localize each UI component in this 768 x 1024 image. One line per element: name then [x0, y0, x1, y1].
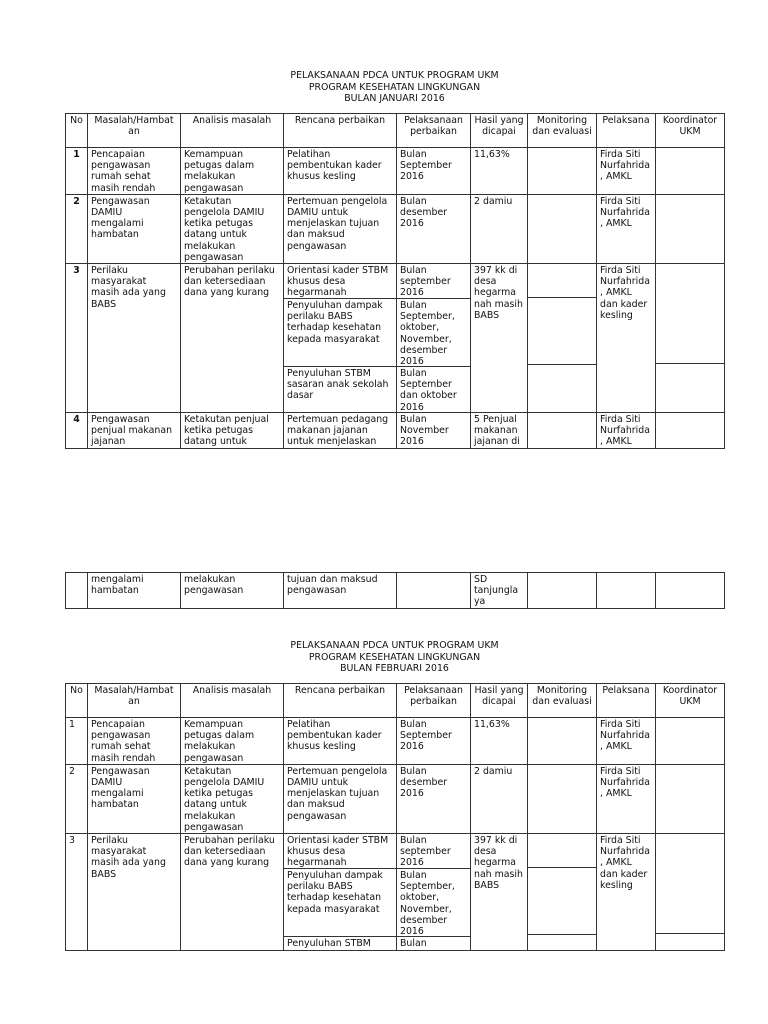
pelaksanaan-sub: Bulan September, oktober, November, desember 2016: [397, 868, 470, 936]
pelaksanaan-sub: Bulan: [397, 936, 470, 950]
table-row: [66, 194, 725, 263]
pelaksanaan-cell: Bulan November 2016: [397, 413, 471, 449]
table-row: [66, 148, 725, 195]
title-block-januari: [66, 70, 723, 105]
table-row: [66, 264, 725, 413]
title-line: BULAN FEBRUARI 2016: [340, 663, 449, 674]
masalah-cell: Pengawasan penjual makanan jajanan: [88, 413, 181, 449]
rencana-sub: Orientasi kader STBM khusus desa hegarmanah: [287, 265, 389, 299]
monitoring-cell: [528, 194, 597, 263]
row-number: 3: [66, 834, 88, 951]
koordinator-sub: [656, 264, 724, 363]
row-number: 2: [66, 764, 88, 833]
header-cell: Pelaksana: [597, 114, 656, 148]
rencana-cell: Pelatihan pembentukan kader khusus kesling: [284, 718, 397, 765]
row-number: 4: [66, 413, 88, 449]
pelaksana-cell: Firda Siti Nurfahrida , AMKL: [597, 413, 656, 449]
row-number: [66, 573, 88, 609]
rencana-sub: Penyuluhan STBM: [284, 936, 396, 950]
pdca-table-continuation: [65, 572, 725, 609]
masalah-cell: Pengawasan DAMIU mengalami hambatan: [88, 194, 181, 263]
koordinator-cell: [656, 264, 725, 413]
monitoring-sub: [528, 834, 596, 867]
header-cell: Masalah/Hambat an: [88, 684, 181, 718]
hasil-cell: 397 kk di desa hegarma nah masih BABS: [471, 264, 528, 413]
row-number: 1: [66, 718, 88, 765]
rencana-sub: Penyuluhan dampak perilaku BABS terhadap kesehatan kepada masyarakat: [284, 868, 396, 936]
pelaksanaan-cell: Bulan desember 2016: [397, 194, 471, 263]
table-header-row: [66, 684, 725, 718]
title-line: PROGRAM KESEHATAN LINGKUNGAN: [308, 81, 481, 93]
header-cell: Pelaksanaan perbaikan: [397, 114, 471, 148]
pelaksanaan-cell: Bulan September 2016: [397, 148, 471, 195]
monitoring-cell: [528, 413, 597, 449]
koordinator-cell: [656, 764, 725, 833]
analisis-cell: Perubahan perilaku dan ketersediaan dana yang kurang: [181, 834, 284, 951]
pelaksana-cell: Firda Siti Nurfahrida , AMKL dan kader kesling: [597, 834, 656, 951]
pelaksanaan-sub: Bulan September, oktober, November, desember 2016: [397, 298, 470, 366]
header-cell: Analisis masalah: [181, 684, 284, 718]
masalah-cell: Pencapaian pengawasan rumah sehat masih rendah: [88, 718, 181, 765]
header-cell: Hasil yang dicapai: [471, 114, 528, 148]
koordinator-sub: [656, 834, 724, 933]
pelaksanaan-sub: Bulan September dan oktober 2016: [397, 366, 470, 412]
pelaksana-cell: Firda Siti Nurfahrida , AMKL: [597, 194, 656, 263]
header-cell: Analisis masalah: [181, 114, 284, 148]
table-row: [66, 413, 725, 449]
pdca-table-februari: [65, 683, 725, 951]
rencana-cell: Pertemuan pengelola DAMIU untuk menjelaskan tujuan dan maksud pengawasan: [284, 764, 397, 833]
masalah-cell: Pengawasan DAMIU mengalami hambatan: [88, 764, 181, 833]
rencana-cell: Pertemuan pengelola DAMIU untuk menjelaskan tujuan dan maksud pengawasan: [284, 194, 397, 263]
title-line: PELAKSANAAN PDCA UNTUK PROGRAM UKM: [290, 640, 499, 651]
hasil-cell: SD tanjungla ya: [471, 573, 528, 609]
header-cell: Koordinator UKM: [656, 684, 725, 718]
pelaksanaan-cell: Bulan September 2016: [397, 718, 471, 765]
monitoring-cell: [528, 264, 597, 413]
pelaksanaan-sub: Bulan september 2016: [400, 265, 451, 299]
header-cell: No: [66, 114, 88, 148]
header-cell: Rencana perbaikan: [284, 114, 397, 148]
pdca-table-januari: [65, 113, 725, 449]
rencana-cell: Pelatihan pembentukan kader khusus kesling: [284, 148, 397, 195]
row-number: 1: [66, 148, 88, 195]
koordinator-sub: [656, 933, 724, 946]
monitoring-cell: [528, 764, 597, 833]
table-header-row: [66, 114, 725, 148]
analisis-cell: Ketakutan pengelola DAMIU ketika petugas datang untuk melakukan pengawasan: [181, 194, 284, 263]
analisis-cell: Perubahan perilaku dan ketersediaan dana yang kurang: [181, 264, 284, 413]
analisis-cell: Kemampuan petugas dalam melakukan pengawasan: [181, 718, 284, 765]
monitoring-cell: [528, 148, 597, 195]
pelaksanaan-cell: [397, 264, 471, 413]
monitoring-sub: [528, 264, 596, 297]
monitoring-sub: [528, 364, 596, 409]
rencana-sub: Orientasi kader STBM khusus desa hegarmanah: [287, 835, 389, 869]
header-cell: Pelaksana: [597, 684, 656, 718]
hasil-cell: 11,63%: [471, 718, 528, 765]
title-line: PELAKSANAAN PDCA UNTUK PROGRAM UKM: [290, 70, 499, 81]
rencana-cell: [284, 264, 397, 413]
table-row: [66, 573, 725, 609]
masalah-cell: Perilaku masyarakat masih ada yang BABS: [88, 264, 181, 413]
header-cell: No: [66, 684, 88, 718]
title-line: BULAN JANUARI 2016: [344, 93, 445, 104]
masalah-cell: Pencapaian pengawasan rumah sehat masih rendah: [88, 148, 181, 195]
rencana-cell: Pertemuan pedagang makanan jajanan untuk menjelaskan: [284, 413, 397, 449]
row-number: 2: [66, 194, 88, 263]
pelaksanaan-cell: [397, 573, 471, 609]
koordinator-cell: [656, 413, 725, 449]
header-cell: Pelaksanaan perbaikan: [397, 684, 471, 718]
title-block-februari: [66, 640, 723, 675]
table-row: [66, 718, 725, 765]
pelaksanaan-cell: Bulan desember 2016: [397, 764, 471, 833]
pelaksana-cell: Firda Siti Nurfahrida , AMKL dan kader kesling: [597, 264, 656, 413]
hasil-cell: 397 kk di desa hegarma nah masih BABS: [471, 834, 528, 951]
koordinator-cell: [656, 834, 725, 951]
monitoring-cell: [528, 834, 597, 951]
analisis-cell: Ketakutan penjual ketika petugas datang untuk: [181, 413, 284, 449]
pelaksana-cell: [597, 573, 656, 609]
koordinator-cell: [656, 573, 725, 609]
masalah-cell: mengalami hambatan: [88, 573, 181, 609]
rencana-sub: Penyuluhan dampak perilaku BABS terhadap kesehatan kepada masyarakat: [284, 298, 396, 366]
koordinator-cell: [656, 194, 725, 263]
pelaksanaan-cell: [397, 834, 471, 951]
masalah-cell: Perilaku masyarakat masih ada yang BABS: [88, 834, 181, 951]
hasil-cell: 2 damiu: [471, 764, 528, 833]
pelaksana-cell: Firda Siti Nurfahrida , AMKL: [597, 148, 656, 195]
koordinator-cell: [656, 718, 725, 765]
pelaksana-cell: Firda Siti Nurfahrida , AMKL: [597, 718, 656, 765]
row-number: 3: [66, 264, 88, 413]
header-cell: Masalah/Hambat an: [88, 114, 181, 148]
monitoring-cell: [528, 718, 597, 765]
hasil-cell: 2 damiu: [471, 194, 528, 263]
monitoring-sub: [528, 867, 596, 934]
rencana-cell: tujuan dan maksud pengawasan: [284, 573, 397, 609]
rencana-cell: [284, 834, 397, 951]
table-row: [66, 834, 725, 951]
monitoring-sub: [528, 934, 596, 947]
header-cell: Monitoring dan evaluasi: [528, 684, 597, 718]
header-cell: Koordinator UKM: [656, 114, 725, 148]
table-row: [66, 764, 725, 833]
header-cell: Hasil yang dicapai: [471, 684, 528, 718]
monitoring-sub: [528, 297, 596, 364]
analisis-cell: Kemampuan petugas dalam melakukan pengawasan: [181, 148, 284, 195]
hasil-cell: 11,63%: [471, 148, 528, 195]
monitoring-cell: [528, 573, 597, 609]
analisis-cell: melakukan pengawasan: [181, 573, 284, 609]
koordinator-sub: [656, 363, 724, 408]
pelaksana-cell: Firda Siti Nurfahrida , AMKL: [597, 764, 656, 833]
pelaksanaan-sub: Bulan september 2016: [400, 835, 451, 869]
koordinator-cell: [656, 148, 725, 195]
analisis-cell: Ketakutan pengelola DAMIU ketika petugas datang untuk melakukan pengawasan: [181, 764, 284, 833]
title-line: PROGRAM KESEHATAN LINGKUNGAN: [308, 651, 481, 663]
rencana-sub: Penyuluhan STBM sasaran anak sekolah dasar: [284, 366, 396, 412]
header-cell: Monitoring dan evaluasi: [528, 114, 597, 148]
header-cell: Rencana perbaikan: [284, 684, 397, 718]
hasil-cell: 5 Penjual makanan jajanan di: [471, 413, 528, 449]
